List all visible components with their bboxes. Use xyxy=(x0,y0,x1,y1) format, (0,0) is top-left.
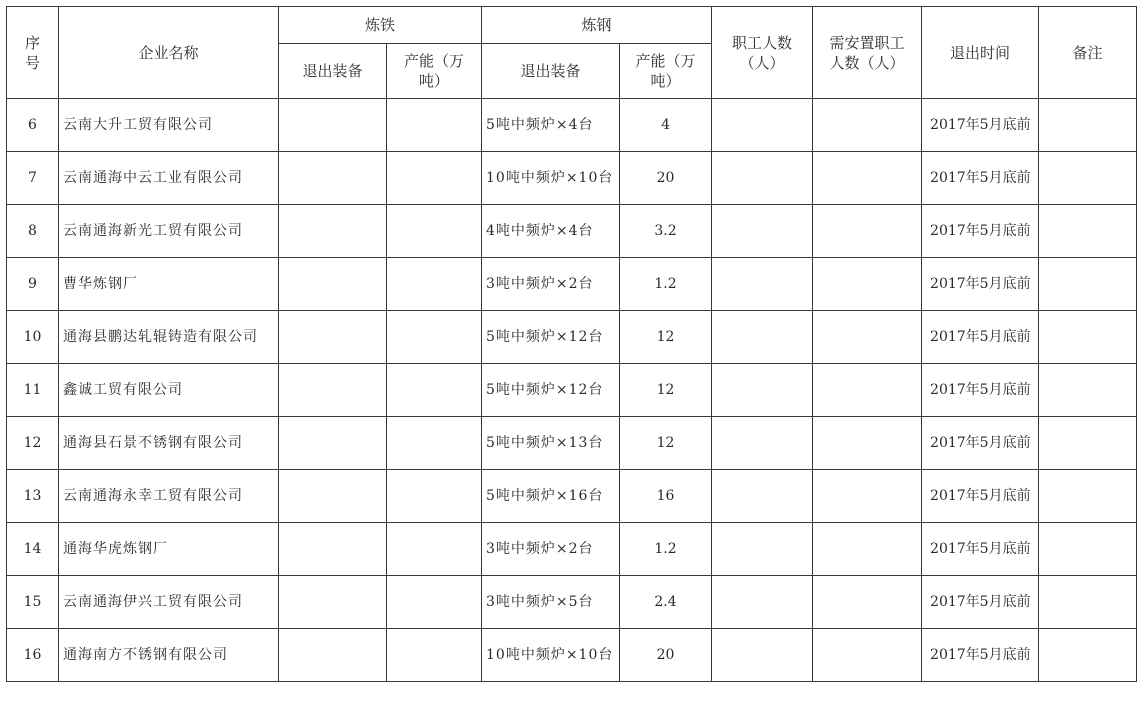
steel-equipment: 5吨中频炉×12台 xyxy=(482,364,620,417)
resettle-count xyxy=(813,258,922,311)
exit-time: 2017年5月底前 xyxy=(922,311,1039,364)
iron-capacity xyxy=(387,523,482,576)
iron-equipment xyxy=(279,205,387,258)
exit-time: 2017年5月底前 xyxy=(922,470,1039,523)
exit-time: 2017年5月底前 xyxy=(922,364,1039,417)
table-row xyxy=(7,470,1137,523)
steel-equipment: 5吨中频炉×13台 xyxy=(482,417,620,470)
table-row xyxy=(7,311,1137,364)
steel-equipment: 3吨中频炉×2台 xyxy=(482,258,620,311)
exit-time: 2017年5月底前 xyxy=(922,99,1039,152)
workers-count xyxy=(712,364,813,417)
row-number: 13 xyxy=(7,470,59,523)
steel-equipment: 4吨中频炉×4台 xyxy=(482,205,620,258)
steel-capacity: 12 xyxy=(620,364,712,417)
workers-count xyxy=(712,417,813,470)
iron-equipment xyxy=(279,470,387,523)
row-number: 12 xyxy=(7,417,59,470)
workers-count xyxy=(712,152,813,205)
steel-equipment: 3吨中频炉×2台 xyxy=(482,523,620,576)
exit-time: 2017年5月底前 xyxy=(922,576,1039,629)
table-row xyxy=(7,417,1137,470)
row-number: 6 xyxy=(7,99,59,152)
steel-equipment: 5吨中频炉×4台 xyxy=(482,99,620,152)
table-row xyxy=(7,152,1137,205)
header-iron-capacity: 产能（万吨） xyxy=(387,44,482,99)
resettle-count xyxy=(813,99,922,152)
header-company: 企业名称 xyxy=(59,7,279,99)
company-name: 通海华虎炼钢厂 xyxy=(59,523,279,576)
exit-time: 2017年5月底前 xyxy=(922,258,1039,311)
header-steel-equipment: 退出装备 xyxy=(482,44,620,99)
iron-capacity xyxy=(387,205,482,258)
iron-capacity xyxy=(387,576,482,629)
table-body xyxy=(7,99,1137,682)
steel-capacity: 12 xyxy=(620,311,712,364)
workers-count xyxy=(712,576,813,629)
company-name: 云南通海新光工贸有限公司 xyxy=(59,205,279,258)
remarks xyxy=(1039,99,1137,152)
header-exit-time: 退出时间 xyxy=(922,7,1039,99)
iron-equipment xyxy=(279,152,387,205)
remarks xyxy=(1039,417,1137,470)
company-name: 云南通海中云工业有限公司 xyxy=(59,152,279,205)
exit-time: 2017年5月底前 xyxy=(922,629,1039,682)
iron-capacity xyxy=(387,258,482,311)
workers-count xyxy=(712,205,813,258)
steel-capacity: 20 xyxy=(620,629,712,682)
iron-equipment xyxy=(279,576,387,629)
resettle-count xyxy=(813,470,922,523)
header-steel: 炼钢 xyxy=(482,7,712,44)
company-name: 通海南方不锈钢有限公司 xyxy=(59,629,279,682)
steel-capacity: 16 xyxy=(620,470,712,523)
company-name: 云南通海伊兴工贸有限公司 xyxy=(59,576,279,629)
steel-equipment: 10吨中频炉×10台 xyxy=(482,152,620,205)
row-number: 10 xyxy=(7,311,59,364)
iron-equipment xyxy=(279,311,387,364)
remarks xyxy=(1039,364,1137,417)
header-iron: 炼铁 xyxy=(279,7,482,44)
table-row xyxy=(7,364,1137,417)
remarks xyxy=(1039,152,1137,205)
header-no: 序号 xyxy=(7,7,59,99)
steel-capacity: 20 xyxy=(620,152,712,205)
iron-capacity xyxy=(387,629,482,682)
table-row xyxy=(7,205,1137,258)
header-resettle: 需安置职工人数（人） xyxy=(813,7,922,99)
resettle-count xyxy=(813,629,922,682)
workers-count xyxy=(712,311,813,364)
header-remarks: 备注 xyxy=(1039,7,1137,99)
exit-time: 2017年5月底前 xyxy=(922,152,1039,205)
exit-time: 2017年5月底前 xyxy=(922,523,1039,576)
remarks xyxy=(1039,523,1137,576)
company-name: 云南大升工贸有限公司 xyxy=(59,99,279,152)
row-number: 8 xyxy=(7,205,59,258)
workers-count xyxy=(712,523,813,576)
remarks xyxy=(1039,629,1137,682)
remarks xyxy=(1039,470,1137,523)
table-row xyxy=(7,258,1137,311)
company-name: 通海县鹏达轧辊铸造有限公司 xyxy=(59,311,279,364)
steel-capacity: 4 xyxy=(620,99,712,152)
row-number: 11 xyxy=(7,364,59,417)
resettle-count xyxy=(813,205,922,258)
table-row xyxy=(7,576,1137,629)
iron-equipment xyxy=(279,417,387,470)
resettle-count xyxy=(813,523,922,576)
steel-capacity: 2.4 xyxy=(620,576,712,629)
row-number: 7 xyxy=(7,152,59,205)
iron-capacity xyxy=(387,152,482,205)
steel-capacity: 3.2 xyxy=(620,205,712,258)
workers-count xyxy=(712,258,813,311)
iron-equipment xyxy=(279,258,387,311)
iron-capacity xyxy=(387,470,482,523)
remarks xyxy=(1039,311,1137,364)
resettle-count xyxy=(813,576,922,629)
iron-equipment xyxy=(279,364,387,417)
iron-equipment xyxy=(279,629,387,682)
exit-time: 2017年5月底前 xyxy=(922,205,1039,258)
header-workers: 职工人数（人） xyxy=(712,7,813,99)
remarks xyxy=(1039,576,1137,629)
workers-count xyxy=(712,470,813,523)
capacity-exit-table xyxy=(6,6,1137,682)
row-number: 9 xyxy=(7,258,59,311)
iron-capacity xyxy=(387,364,482,417)
remarks xyxy=(1039,205,1137,258)
company-name: 云南通海永幸工贸有限公司 xyxy=(59,470,279,523)
resettle-count xyxy=(813,364,922,417)
table-row xyxy=(7,99,1137,152)
steel-equipment: 10吨中频炉×10台 xyxy=(482,629,620,682)
company-name: 曹华炼钢厂 xyxy=(59,258,279,311)
iron-equipment xyxy=(279,99,387,152)
steel-equipment: 5吨中频炉×12台 xyxy=(482,311,620,364)
row-number: 16 xyxy=(7,629,59,682)
row-number: 15 xyxy=(7,576,59,629)
header-steel-capacity: 产能（万吨） xyxy=(620,44,712,99)
workers-count xyxy=(712,629,813,682)
header-iron-equipment: 退出装备 xyxy=(279,44,387,99)
steel-equipment: 3吨中频炉×5台 xyxy=(482,576,620,629)
table-row xyxy=(7,629,1137,682)
steel-capacity: 12 xyxy=(620,417,712,470)
steel-capacity: 1.2 xyxy=(620,523,712,576)
resettle-count xyxy=(813,152,922,205)
iron-capacity xyxy=(387,417,482,470)
row-number: 14 xyxy=(7,523,59,576)
exit-time: 2017年5月底前 xyxy=(922,417,1039,470)
resettle-count xyxy=(813,311,922,364)
table-row xyxy=(7,523,1137,576)
workers-count xyxy=(712,99,813,152)
steel-capacity: 1.2 xyxy=(620,258,712,311)
iron-equipment xyxy=(279,523,387,576)
company-name: 鑫诚工贸有限公司 xyxy=(59,364,279,417)
table-header xyxy=(7,7,1137,99)
company-name: 通海县石景不锈钢有限公司 xyxy=(59,417,279,470)
resettle-count xyxy=(813,417,922,470)
remarks xyxy=(1039,258,1137,311)
steel-equipment: 5吨中频炉×16台 xyxy=(482,470,620,523)
iron-capacity xyxy=(387,311,482,364)
iron-capacity xyxy=(387,99,482,152)
